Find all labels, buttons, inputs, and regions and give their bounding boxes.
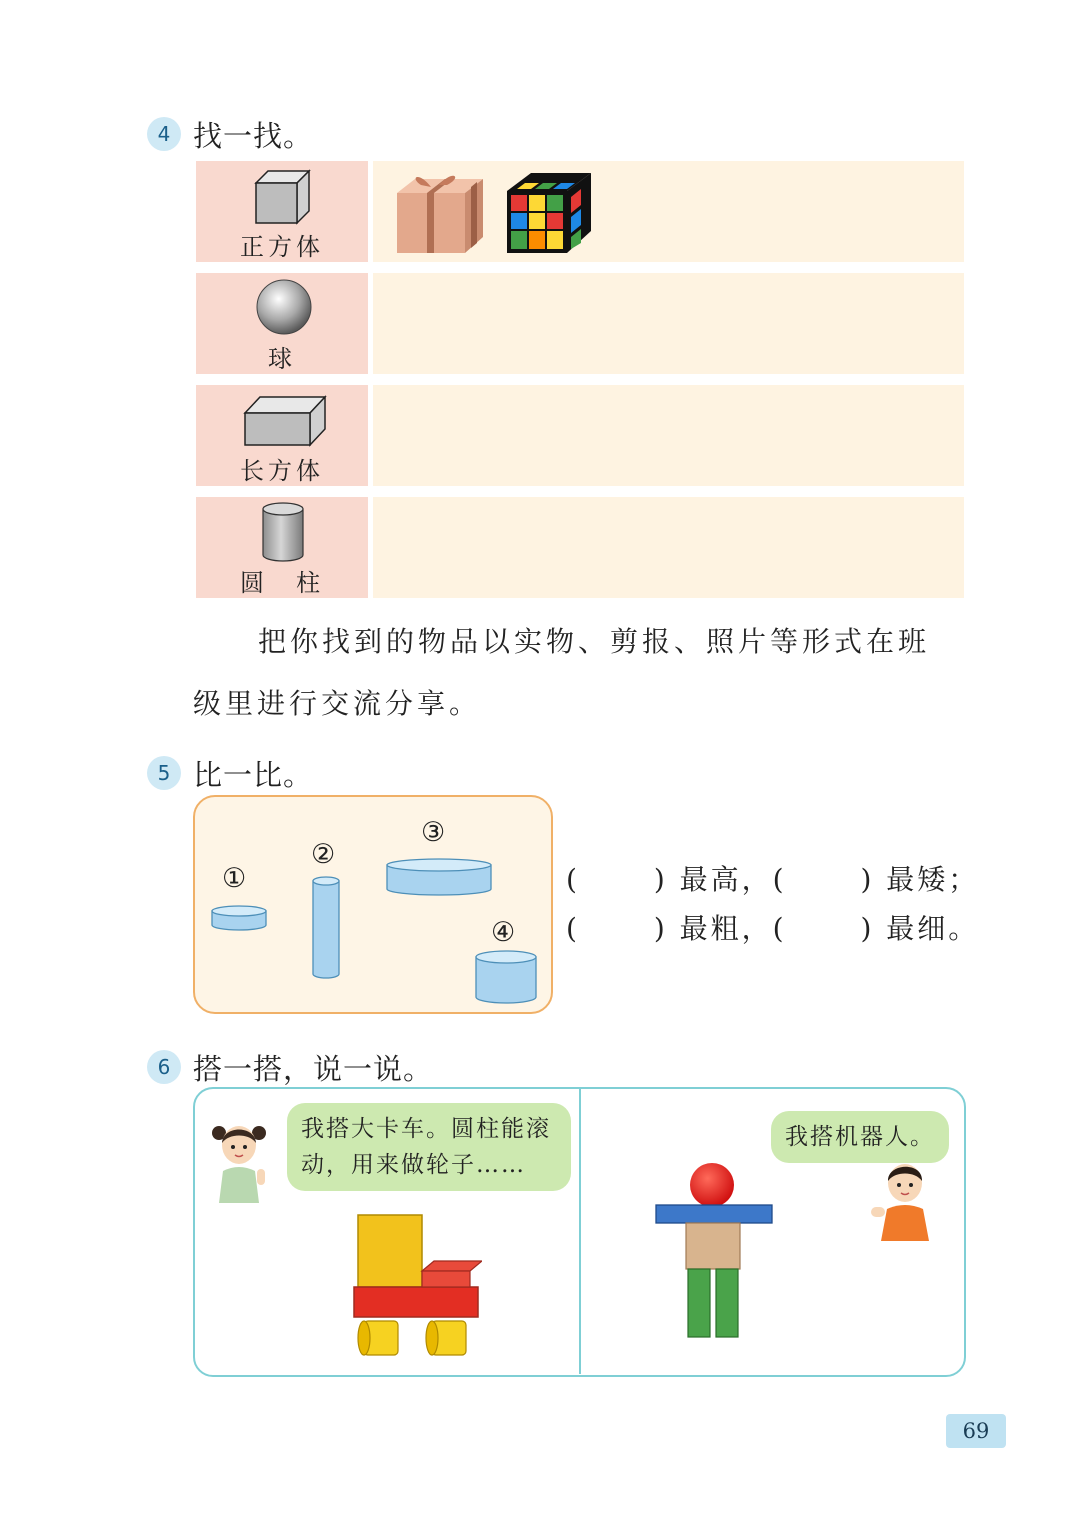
boy-speech-bubble: 我搭机器人。: [771, 1111, 949, 1163]
shape-row-cube-label: [196, 161, 368, 262]
shape-row-cuboid-items: [373, 385, 964, 486]
gift-box-icon: [391, 167, 487, 259]
mark-3: ③: [421, 817, 446, 848]
mark-1: ①: [222, 863, 247, 894]
shape-row-cylinder-items: [373, 497, 964, 598]
cylinder-3-icon: [384, 857, 494, 897]
girl-speech-line-1: 我搭大卡车。圆柱能滚: [301, 1116, 551, 1142]
question-number-5: 5: [147, 756, 181, 790]
robot-blocks-illustration: [652, 1161, 774, 1341]
building-frame: [193, 1087, 966, 1377]
instruction-line-2: 级里进行交流分享。: [193, 687, 482, 720]
truck-blocks-illustration: [350, 1211, 482, 1359]
cylinder-4-icon: [473, 949, 539, 1005]
question-title-6: 搭一搭，说一说。: [193, 1052, 434, 1086]
question-title-4: 找一找。: [193, 119, 314, 153]
shape-row-cuboid-label: [196, 385, 368, 486]
shape-row-sphere-items: [373, 273, 964, 374]
shape-row-sphere-label: [196, 273, 368, 374]
page-number: 69: [946, 1414, 1006, 1448]
instruction-line-1: 把你找到的物品以实物、剪报、照片等形式在班: [258, 625, 931, 658]
shape-name-cylinder: 圆 柱: [240, 569, 324, 597]
cuboid-icon: [242, 393, 328, 449]
cube-icon: [252, 167, 314, 227]
mark-4: ④: [491, 917, 516, 948]
fill-blank-line-2: ( ) 最粗，( ) 最细。: [566, 912, 980, 945]
cylinder-2-icon: [310, 876, 342, 980]
mark-2: ②: [311, 839, 336, 870]
cylinder-icon: [260, 501, 306, 563]
girl-speech-line-2: 动，用来做轮子……: [301, 1152, 526, 1178]
girl-speech-bubble: [287, 1103, 571, 1191]
shape-name-sphere: 球: [268, 345, 296, 373]
rubiks-cube-icon: [503, 167, 595, 259]
sphere-icon: [254, 278, 314, 336]
question-number-4: 4: [147, 117, 181, 151]
shape-row-cylinder-label: [196, 497, 368, 598]
question-number-6: 6: [147, 1050, 181, 1084]
shape-name-cube: 正方体: [240, 233, 324, 261]
shape-row-cube-items: [373, 161, 964, 262]
boy-avatar: [867, 1159, 933, 1241]
shape-name-cuboid: 长方体: [240, 457, 324, 485]
question-title-5: 比一比。: [193, 758, 314, 792]
compare-cylinders-frame: [193, 795, 553, 1014]
frame-divider: [579, 1089, 581, 1374]
cylinder-1-icon: [209, 904, 269, 932]
girl-avatar: [209, 1119, 269, 1203]
fill-blank-line-1: ( ) 最高，( ) 最矮；: [566, 863, 980, 896]
